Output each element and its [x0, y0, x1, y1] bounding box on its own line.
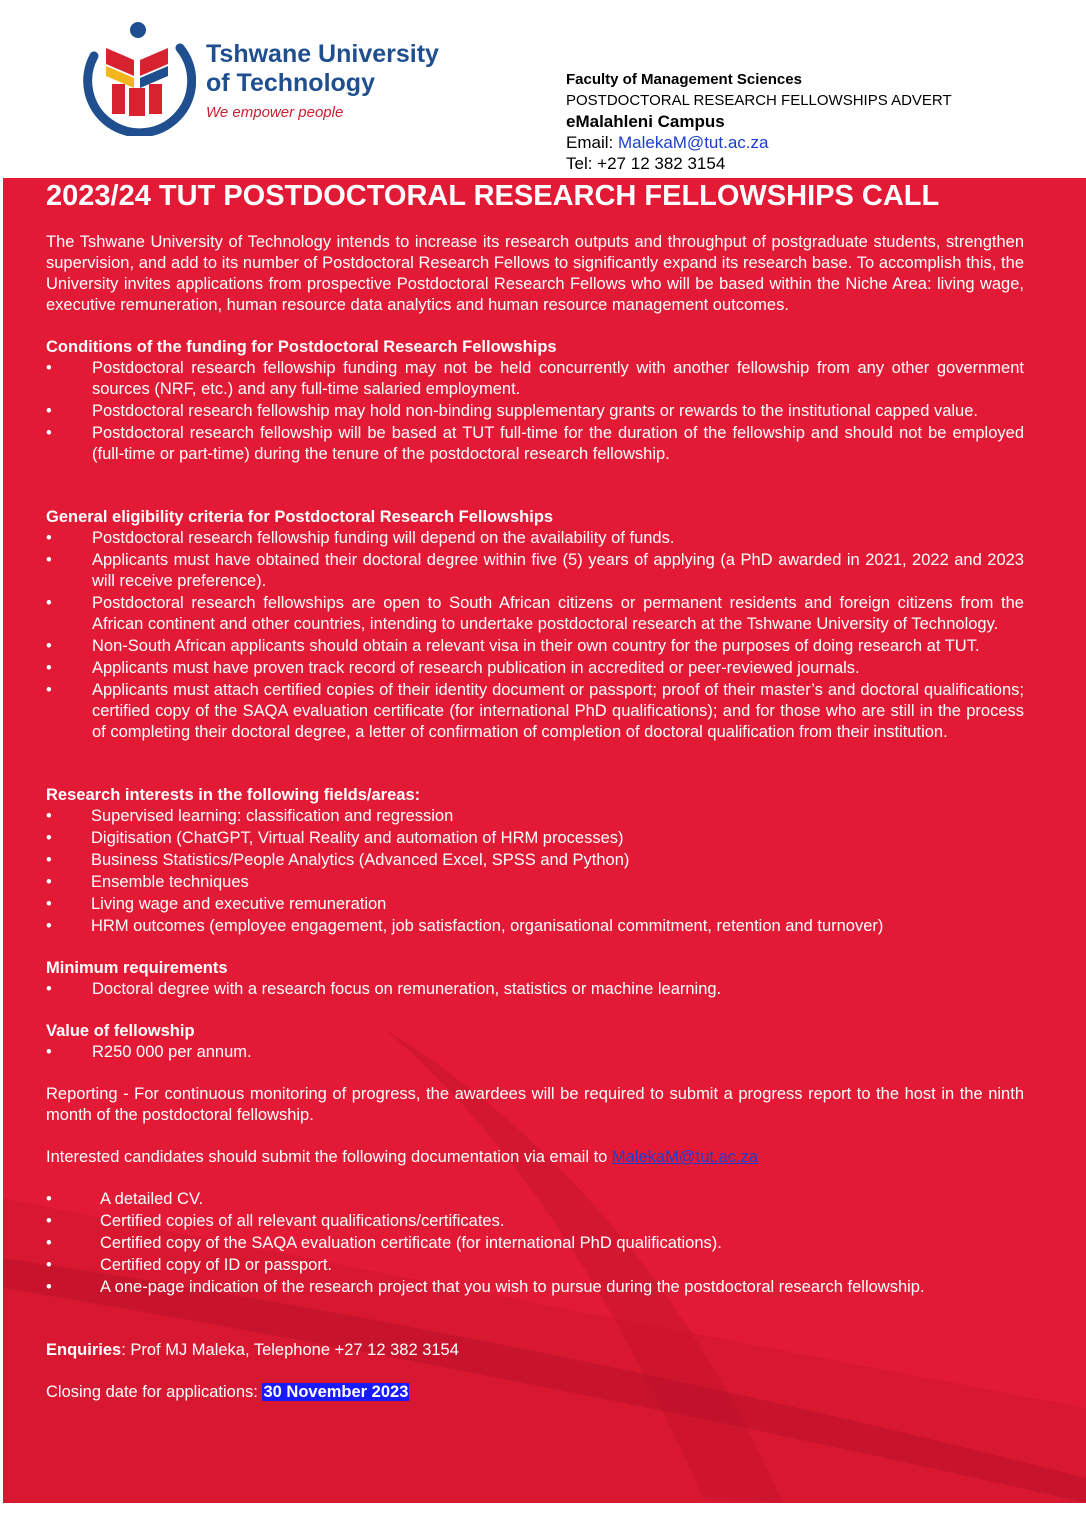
minimum-requirements-list: [46, 979, 1024, 1000]
page-title: 2023/24 TUT POSTDOCTORAL RESEARCH FELLOWSHIPS CALL: [46, 180, 940, 212]
list-item: • A one-page indication of the research project that you wish to pursue during the postdoctoral research fellowship.: [46, 1277, 1024, 1298]
interests-heading: Research interests in the following fields/areas:: [46, 786, 421, 804]
email-label: Email:: [566, 133, 618, 152]
list-item: • R250 000 per annum.: [46, 1042, 1024, 1063]
enquiries-text: : Prof MJ Maleka, Telephone +27 12 382 3154: [121, 1341, 459, 1359]
advert-content: [46, 178, 1024, 1403]
tut-logo-icon: [76, 18, 196, 136]
fellowship-value-heading: Value of fellowship: [46, 1022, 195, 1040]
closing-date-label: Closing date for applications:: [46, 1383, 263, 1401]
list-item: • Supervised learning: classification and regression: [46, 806, 1024, 827]
minimum-requirements-heading: Minimum requirements: [46, 959, 228, 977]
university-name: [206, 40, 439, 98]
intro-paragraph: The Tshwane University of Technology intends to increase its research outputs and throughput of postgraduate students, strengthen supervision, and add to its number of Postdoctoral Research Fellows to significantly expand its research base. To accomplish this, the University invites applications from prospective Postdoctoral Research Fellows who will be based within the Niche Area: living wage, executive remuneration, human resource data analytics and human resource management outcomes.: [46, 233, 1024, 314]
list-item: • Non-South African applicants should obtain a relevant visa in their own country for the purposes of doing research at TUT.: [46, 636, 1024, 657]
enquiries-label: Enquiries: [46, 1341, 122, 1359]
advert-title: POSTDOCTORAL RESEARCH FELLOWSHIPS ADVERT: [566, 92, 952, 109]
list-item: • Postdoctoral research fellowship funding may not be held concurrently with another fellowship from any other government sources (NRF, etc.) and any full-time salaried employment.: [46, 358, 1024, 400]
list-item: • A detailed CV.: [46, 1189, 1024, 1210]
submission-paragraph: [46, 1147, 1024, 1168]
list-item: • Living wage and executive remuneration: [46, 894, 1024, 915]
closing-date-line: [46, 1382, 1024, 1403]
conditions-list: [46, 358, 1024, 465]
campus-name: eMalahleni Campus: [566, 112, 725, 131]
contact-telephone: Tel: +27 12 382 3154: [566, 154, 726, 173]
list-item: • Postdoctoral research fellowship will be based at TUT full-time for the duration of the fellowship and should not be employed (full-time or part-time) during the tenure of the postdoctoral research fellowship.: [46, 423, 1024, 465]
contact-block: [566, 69, 952, 174]
conditions-heading: Conditions of the funding for Postdoctoral Research Fellowships: [46, 338, 557, 356]
closing-date-value: 30 November 2023: [263, 1383, 409, 1401]
list-item: • Postdoctoral research fellowships are open to South African citizens or permanent residents and foreign citizens from the African continent and other countries, intending to undertake postdoctoral research at the Tshwane University of Technology.: [46, 593, 1024, 635]
tagline: We empower people: [206, 104, 344, 121]
list-item: • Ensemble techniques: [46, 872, 1024, 893]
university-name-line2: of Technology: [206, 69, 375, 97]
reporting-paragraph: Reporting - For continuous monitoring of progress, the awardees will be required to submit a progress report to the host in the ninth month of the postdoctoral fellowship.: [46, 1085, 1024, 1124]
list-item: • Postdoctoral research fellowship may hold non-binding supplementary grants or rewards to the institutional capped value.: [46, 401, 1024, 422]
documents-list: [46, 1189, 1024, 1298]
page-header: [0, 0, 1086, 178]
contact-email-line: [566, 132, 952, 153]
university-name-line1: Tshwane University: [206, 40, 439, 68]
submission-text: Interested candidates should submit the following documentation via email to: [46, 1148, 612, 1166]
fellowship-value-list: [46, 1042, 1024, 1063]
list-item: • Digitisation (ChatGPT, Virtual Reality and automation of HRM processes): [46, 828, 1024, 849]
contact-email-link[interactable]: MalekaM@tut.ac.za: [617, 133, 769, 152]
list-item: • Postdoctoral research fellowship funding will depend on the availability of funds.: [46, 528, 1024, 549]
eligibility-heading: General eligibility criteria for Postdoctoral Research Fellowships: [46, 508, 554, 526]
list-item: • Certified copy of ID or passport.: [46, 1255, 1024, 1276]
list-item: • Applicants must have proven track record of research publication in accredited or peer-reviewed journals.: [46, 658, 1024, 679]
list-item: • Certified copies of all relevant qualifications/certificates.: [46, 1211, 1024, 1232]
list-item: • Applicants must attach certified copies of their identity document or passport; proof of their master’s and doctoral qualifications; certified copy of the SAQA evaluation certificate (for international PhD qualifications); and for those who are still in the process of completing their doctoral degree, a letter of confirmation of completion of doctoral qualification from their institution.: [46, 680, 1024, 743]
eligibility-list: [46, 528, 1024, 743]
interests-list: [46, 806, 1024, 937]
list-item: • Business Statistics/People Analytics (Advanced Excel, SPSS and Python): [46, 850, 1024, 871]
submission-email-link[interactable]: MalekaM@tut.ac.za: [611, 1148, 758, 1166]
enquiries-line: [46, 1340, 1024, 1361]
list-item: • Doctoral degree with a research focus on remuneration, statistics or machine learning.: [46, 979, 1024, 1000]
faculty-name: Faculty of Management Sciences: [566, 71, 802, 88]
list-item: • HRM outcomes (employee engagement, job satisfaction, organisational commitment, retention and turnover): [46, 916, 1024, 937]
list-item: • Applicants must have obtained their doctoral degree within five (5) years of applying (a PhD awarded in 2021, 2022 and 2023 will receive preference).: [46, 550, 1024, 592]
list-item: • Certified copy of the SAQA evaluation certificate (for international PhD qualifications).: [46, 1233, 1024, 1254]
